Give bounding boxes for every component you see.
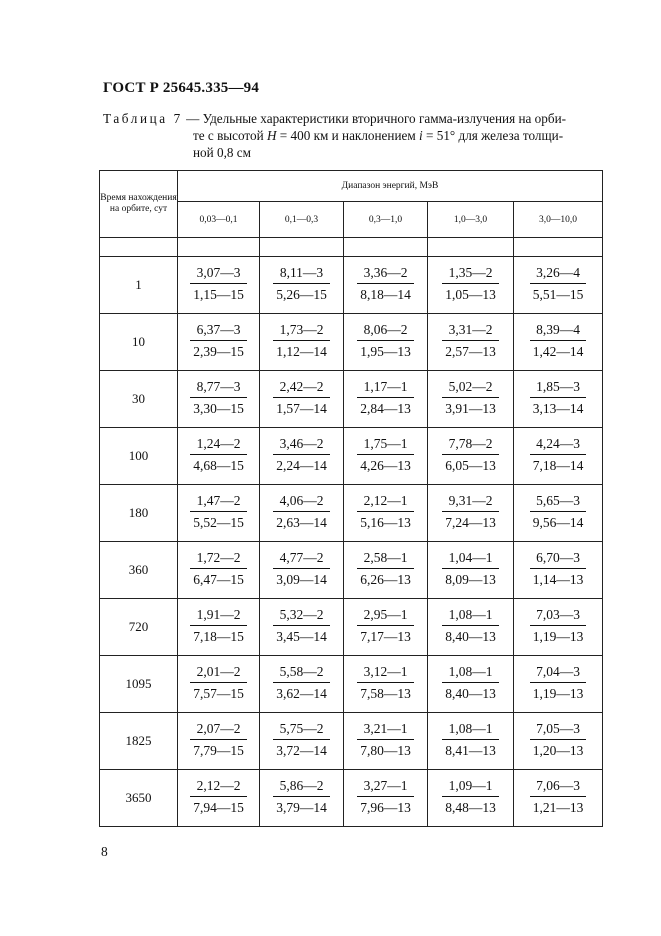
denominator: 1,14—13 [532, 571, 584, 587]
numerator: 8,06—2 [357, 323, 414, 341]
value-cell [514, 656, 603, 713]
data-table [99, 170, 603, 827]
value-cell [260, 314, 344, 371]
value-cell [260, 257, 344, 314]
numerator: 3,46—2 [273, 437, 330, 455]
fraction [442, 722, 499, 757]
table-row [100, 485, 603, 542]
numerator: 6,70—3 [530, 551, 587, 569]
numerator: 5,32—2 [273, 608, 330, 626]
caption-i-variable: i [419, 128, 423, 143]
caption-label: Таблица 7 [103, 111, 183, 126]
value-cell [260, 713, 344, 770]
day-cell: 1095 [100, 656, 178, 713]
fraction [357, 323, 414, 358]
denominator: 7,80—13 [360, 742, 411, 758]
denominator: 1,42—14 [532, 343, 584, 359]
numerator: 2,12—2 [190, 779, 247, 797]
fraction [442, 380, 499, 415]
table-row [100, 656, 603, 713]
numerator: 4,77—2 [273, 551, 330, 569]
numerator: 3,36—2 [357, 266, 414, 284]
denominator: 5,52—15 [193, 514, 244, 530]
denominator: 1,57—14 [276, 400, 327, 416]
numerator: 2,07—2 [190, 722, 247, 740]
value-cell [514, 599, 603, 656]
numerator: 5,65—3 [530, 494, 587, 512]
fraction [530, 779, 587, 814]
value-cell [178, 713, 260, 770]
numerator: 4,06—2 [273, 494, 330, 512]
fraction [190, 779, 247, 814]
denominator: 7,57—15 [193, 685, 244, 701]
fraction [273, 665, 330, 700]
value-cell [428, 656, 514, 713]
numerator: 5,86—2 [273, 779, 330, 797]
day-cell: 3650 [100, 770, 178, 827]
denominator: 5,26—15 [276, 286, 327, 302]
numerator: 7,06—3 [530, 779, 587, 797]
value-cell [428, 428, 514, 485]
fraction [190, 437, 247, 472]
fraction [357, 608, 414, 643]
fraction [273, 779, 330, 814]
caption-line-2a: те с высотой [193, 128, 267, 143]
fraction [530, 437, 587, 472]
denominator: 2,24—14 [276, 457, 327, 473]
denominator: 7,94—15 [193, 799, 244, 815]
fraction [190, 665, 247, 700]
denominator: 3,09—14 [276, 571, 327, 587]
fraction [190, 494, 247, 529]
denominator: 9,56—14 [532, 514, 584, 530]
denominator: 3,79—14 [276, 799, 327, 815]
header-spacer-row [100, 238, 603, 257]
fraction [442, 779, 499, 814]
denominator: 8,40—13 [445, 628, 496, 644]
numerator: 2,42—2 [273, 380, 330, 398]
fraction [190, 323, 247, 358]
numerator: 3,07—3 [190, 266, 247, 284]
value-cell [178, 656, 260, 713]
fraction [530, 323, 587, 358]
numerator: 7,78—2 [442, 437, 499, 455]
denominator: 8,09—13 [445, 571, 496, 587]
table-row [100, 770, 603, 827]
caption-line-3: ной 0,8 см [193, 145, 251, 160]
value-cell [514, 314, 603, 371]
numerator: 8,39—4 [530, 323, 587, 341]
fraction [442, 437, 499, 472]
column-header: 0,3—1,0 [344, 202, 428, 238]
denominator: 6,05—13 [445, 457, 496, 473]
value-cell [178, 542, 260, 599]
denominator: 3,91—13 [445, 400, 496, 416]
day-cell: 360 [100, 542, 178, 599]
caption-line-2c: = 51° для железа толщи- [422, 128, 564, 143]
value-cell [178, 428, 260, 485]
value-cell [260, 542, 344, 599]
numerator: 8,11—3 [273, 266, 330, 284]
fraction [273, 437, 330, 472]
numerator: 6,37—3 [190, 323, 247, 341]
fraction [442, 494, 499, 529]
value-cell [260, 770, 344, 827]
day-cell: 10 [100, 314, 178, 371]
denominator: 5,16—13 [360, 514, 411, 530]
numerator: 8,77—3 [190, 380, 247, 398]
energy-range-header: Диапазон энергий, МэВ [178, 171, 603, 202]
value-cell [260, 371, 344, 428]
numerator: 1,08—1 [442, 665, 499, 683]
caption-line-2b: = 400 км и наклонением [276, 128, 420, 143]
denominator: 7,79—15 [193, 742, 244, 758]
fraction [273, 380, 330, 415]
numerator: 2,95—1 [357, 608, 414, 626]
caption-line-1: — Удельные характеристики вторичного гамма-излучения на орби- [182, 111, 567, 126]
column-header: 0,03—0,1 [178, 202, 260, 238]
numerator: 1,35—2 [442, 266, 499, 284]
value-cell [178, 770, 260, 827]
fraction [190, 722, 247, 757]
numerator: 2,58—1 [357, 551, 414, 569]
table-row [100, 371, 603, 428]
denominator: 2,57—13 [445, 343, 496, 359]
fraction [357, 722, 414, 757]
value-cell [344, 485, 428, 542]
fraction [357, 494, 414, 529]
value-cell [428, 713, 514, 770]
numerator: 1,47—2 [190, 494, 247, 512]
denominator: 3,45—14 [276, 628, 327, 644]
fraction [357, 551, 414, 586]
denominator: 8,48—13 [445, 799, 496, 815]
value-cell [344, 371, 428, 428]
denominator: 4,26—13 [360, 457, 411, 473]
fraction [442, 608, 499, 643]
fraction [273, 494, 330, 529]
numerator: 1,73—2 [273, 323, 330, 341]
column-header: 0,1—0,3 [260, 202, 344, 238]
document-code: ГОСТ Р 25645.335—94 [103, 80, 260, 96]
numerator: 4,24—3 [530, 437, 587, 455]
denominator: 3,72—14 [276, 742, 327, 758]
denominator: 1,05—13 [445, 286, 496, 302]
denominator: 4,68—15 [193, 457, 244, 473]
value-cell [178, 314, 260, 371]
denominator: 7,18—15 [193, 628, 244, 644]
numerator: 5,75—2 [273, 722, 330, 740]
value-cell [514, 371, 603, 428]
fraction [190, 608, 247, 643]
value-cell [260, 428, 344, 485]
denominator: 7,58—13 [360, 685, 411, 701]
day-cell: 100 [100, 428, 178, 485]
denominator: 2,63—14 [276, 514, 327, 530]
fraction [530, 608, 587, 643]
value-cell [344, 599, 428, 656]
value-cell [344, 770, 428, 827]
fraction [442, 665, 499, 700]
fraction [357, 665, 414, 700]
value-cell [178, 485, 260, 542]
value-cell [260, 656, 344, 713]
denominator: 3,30—15 [193, 400, 244, 416]
numerator: 7,03—3 [530, 608, 587, 626]
value-cell [428, 314, 514, 371]
denominator: 1,21—13 [532, 799, 584, 815]
numerator: 1,08—1 [442, 608, 499, 626]
numerator: 1,72—2 [190, 551, 247, 569]
table-row [100, 713, 603, 770]
fraction [442, 323, 499, 358]
value-cell [514, 485, 603, 542]
table-row [100, 542, 603, 599]
numerator: 5,02—2 [442, 380, 499, 398]
numerator: 2,12—1 [357, 494, 414, 512]
numerator: 9,31—2 [442, 494, 499, 512]
fraction [357, 437, 414, 472]
fraction [273, 722, 330, 757]
value-cell [428, 371, 514, 428]
fraction [273, 608, 330, 643]
numerator: 7,05—3 [530, 722, 587, 740]
denominator: 1,19—13 [532, 685, 584, 701]
fraction [530, 722, 587, 757]
fraction [190, 551, 247, 586]
value-cell [344, 542, 428, 599]
value-cell [514, 542, 603, 599]
value-cell [428, 542, 514, 599]
value-cell [344, 656, 428, 713]
denominator: 2,84—13 [360, 400, 411, 416]
value-cell [428, 599, 514, 656]
fraction [442, 266, 499, 301]
numerator: 1,09—1 [442, 779, 499, 797]
value-cell [260, 599, 344, 656]
fraction [273, 266, 330, 301]
fraction [442, 551, 499, 586]
time-header: Время нахождения на орбите, сут [100, 171, 178, 238]
value-cell [178, 257, 260, 314]
fraction [530, 665, 587, 700]
day-cell: 720 [100, 599, 178, 656]
column-header: 3,0—10,0 [514, 202, 603, 238]
denominator: 8,40—13 [445, 685, 496, 701]
day-cell: 30 [100, 371, 178, 428]
value-cell [514, 428, 603, 485]
value-cell [514, 713, 603, 770]
numerator: 1,04—1 [442, 551, 499, 569]
fraction [530, 551, 587, 586]
numerator: 7,04—3 [530, 665, 587, 683]
numerator: 1,85—3 [530, 380, 587, 398]
denominator: 3,13—14 [532, 400, 584, 416]
fraction [357, 779, 414, 814]
table-caption [103, 110, 603, 161]
fraction [530, 380, 587, 415]
denominator: 2,39—15 [193, 343, 244, 359]
denominator: 7,18—14 [532, 457, 584, 473]
numerator: 1,91—2 [190, 608, 247, 626]
value-cell [260, 485, 344, 542]
fraction [530, 494, 587, 529]
numerator: 2,01—2 [190, 665, 247, 683]
value-cell [344, 713, 428, 770]
value-cell [344, 257, 428, 314]
fraction [273, 323, 330, 358]
caption-h-variable: H [266, 128, 277, 143]
denominator: 7,24—13 [445, 514, 496, 530]
value-cell [428, 485, 514, 542]
table-row [100, 428, 603, 485]
denominator: 8,41—13 [445, 742, 496, 758]
day-cell: 180 [100, 485, 178, 542]
page-number: 8 [101, 844, 108, 859]
numerator: 3,27—1 [357, 779, 414, 797]
fraction [190, 266, 247, 301]
numerator: 3,26—4 [530, 266, 587, 284]
fraction [190, 380, 247, 415]
numerator: 3,21—1 [357, 722, 414, 740]
denominator: 7,96—13 [360, 799, 411, 815]
numerator: 1,08—1 [442, 722, 499, 740]
numerator: 3,12—1 [357, 665, 414, 683]
denominator: 6,26—13 [360, 571, 411, 587]
table-row [100, 314, 603, 371]
column-header: 1,0—3,0 [428, 202, 514, 238]
value-cell [178, 371, 260, 428]
denominator: 1,19—13 [532, 628, 584, 644]
table-row [100, 599, 603, 656]
value-cell [428, 257, 514, 314]
numerator: 1,24—2 [190, 437, 247, 455]
denominator: 1,12—14 [276, 343, 327, 359]
value-cell [514, 257, 603, 314]
numerator: 5,58—2 [273, 665, 330, 683]
denominator: 1,95—13 [360, 343, 411, 359]
value-cell [514, 770, 603, 827]
value-cell [344, 314, 428, 371]
denominator: 8,18—14 [360, 286, 411, 302]
value-cell [428, 770, 514, 827]
value-cell [344, 428, 428, 485]
day-cell: 1 [100, 257, 178, 314]
denominator: 7,17—13 [360, 628, 411, 644]
value-cell [178, 599, 260, 656]
numerator: 1,17—1 [357, 380, 414, 398]
table-row [100, 257, 603, 314]
denominator: 1,20—13 [532, 742, 584, 758]
day-cell: 1825 [100, 713, 178, 770]
fraction [273, 551, 330, 586]
denominator: 3,62—14 [276, 685, 327, 701]
denominator: 1,15—15 [193, 286, 244, 302]
table-body [100, 238, 603, 827]
denominator: 5,51—15 [532, 286, 584, 302]
fraction [357, 266, 414, 301]
denominator: 6,47—15 [193, 571, 244, 587]
numerator: 3,31—2 [442, 323, 499, 341]
fraction [530, 266, 587, 301]
fraction [357, 380, 414, 415]
numerator: 1,75—1 [357, 437, 414, 455]
